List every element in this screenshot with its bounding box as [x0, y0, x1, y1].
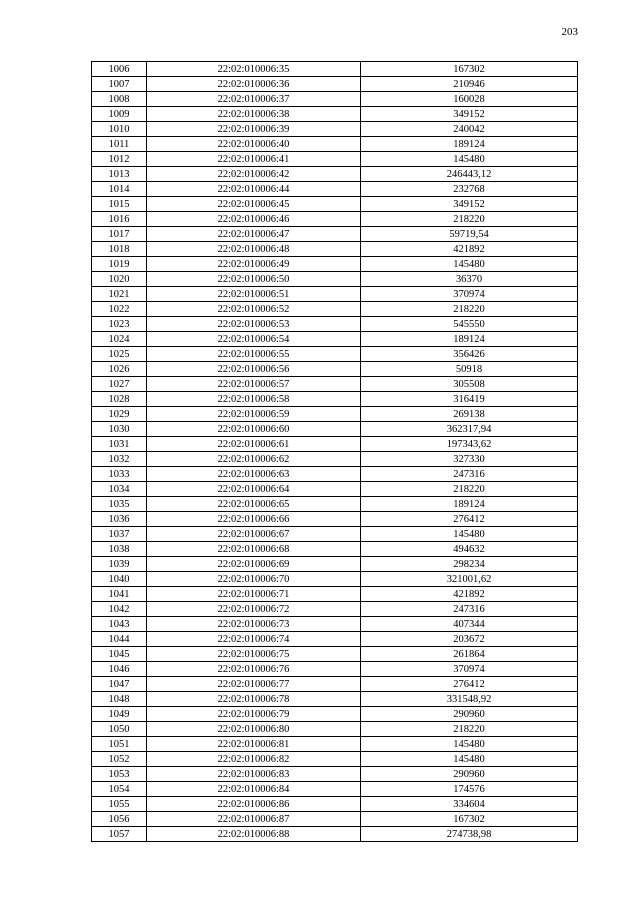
row-number-cell: 1029: [92, 407, 147, 422]
cadastral-number-cell: 22:02:010006:75: [147, 647, 361, 662]
table-row: [92, 272, 578, 287]
table-row: [92, 767, 578, 782]
table-row: [92, 587, 578, 602]
cadastral-number-cell: 22:02:010006:82: [147, 752, 361, 767]
table-row: [92, 197, 578, 212]
row-number-cell: 1038: [92, 542, 147, 557]
cadastral-number-cell: 22:02:010006:64: [147, 482, 361, 497]
cadastral-number-cell: 22:02:010006:76: [147, 662, 361, 677]
table-row: [92, 167, 578, 182]
row-number-cell: 1045: [92, 647, 147, 662]
table-row: [92, 602, 578, 617]
table-row: [92, 212, 578, 227]
cadastral-number-cell: 22:02:010006:69: [147, 557, 361, 572]
value-cell: 421892: [361, 242, 578, 257]
cadastral-number-cell: 22:02:010006:70: [147, 572, 361, 587]
value-cell: 50918: [361, 362, 578, 377]
table-row: [92, 137, 578, 152]
cadastral-value-table: [91, 61, 578, 842]
row-number-cell: 1052: [92, 752, 147, 767]
row-number-cell: 1032: [92, 452, 147, 467]
cadastral-number-cell: 22:02:010006:51: [147, 287, 361, 302]
value-cell: 276412: [361, 512, 578, 527]
table-row: [92, 362, 578, 377]
row-number-cell: 1041: [92, 587, 147, 602]
row-number-cell: 1039: [92, 557, 147, 572]
value-cell: 349152: [361, 107, 578, 122]
row-number-cell: 1044: [92, 632, 147, 647]
value-cell: 167302: [361, 62, 578, 77]
value-cell: 240042: [361, 122, 578, 137]
cadastral-number-cell: 22:02:010006:36: [147, 77, 361, 92]
cadastral-number-cell: 22:02:010006:46: [147, 212, 361, 227]
cadastral-number-cell: 22:02:010006:59: [147, 407, 361, 422]
row-number-cell: 1008: [92, 92, 147, 107]
value-cell: 316419: [361, 392, 578, 407]
table-row: [92, 632, 578, 647]
cadastral-number-cell: 22:02:010006:77: [147, 677, 361, 692]
row-number-cell: 1027: [92, 377, 147, 392]
cadastral-number-cell: 22:02:010006:84: [147, 782, 361, 797]
cadastral-number-cell: 22:02:010006:67: [147, 527, 361, 542]
row-number-cell: 1040: [92, 572, 147, 587]
page-number: 203: [561, 26, 578, 38]
value-cell: 362317,94: [361, 422, 578, 437]
cadastral-number-cell: 22:02:010006:37: [147, 92, 361, 107]
table-row: [92, 467, 578, 482]
row-number-cell: 1035: [92, 497, 147, 512]
row-number-cell: 1043: [92, 617, 147, 632]
value-cell: 218220: [361, 482, 578, 497]
row-number-cell: 1042: [92, 602, 147, 617]
row-number-cell: 1046: [92, 662, 147, 677]
cadastral-number-cell: 22:02:010006:54: [147, 332, 361, 347]
value-cell: 189124: [361, 497, 578, 512]
value-cell: 356426: [361, 347, 578, 362]
value-cell: 494632: [361, 542, 578, 557]
value-cell: 247316: [361, 602, 578, 617]
row-number-cell: 1033: [92, 467, 147, 482]
row-number-cell: 1036: [92, 512, 147, 527]
table-row: [92, 752, 578, 767]
value-cell: 321001,62: [361, 572, 578, 587]
table-row: [92, 512, 578, 527]
table-row: [92, 482, 578, 497]
row-number-cell: 1023: [92, 317, 147, 332]
cadastral-number-cell: 22:02:010006:78: [147, 692, 361, 707]
cadastral-number-cell: 22:02:010006:66: [147, 512, 361, 527]
cadastral-number-cell: 22:02:010006:53: [147, 317, 361, 332]
table-row: [92, 392, 578, 407]
cadastral-number-cell: 22:02:010006:39: [147, 122, 361, 137]
row-number-cell: 1016: [92, 212, 147, 227]
row-number-cell: 1048: [92, 692, 147, 707]
cadastral-number-cell: 22:02:010006:68: [147, 542, 361, 557]
value-cell: 167302: [361, 812, 578, 827]
table-row: [92, 122, 578, 137]
value-cell: 421892: [361, 587, 578, 602]
row-number-cell: 1017: [92, 227, 147, 242]
table-row: [92, 182, 578, 197]
row-number-cell: 1034: [92, 482, 147, 497]
row-number-cell: 1037: [92, 527, 147, 542]
cadastral-number-cell: 22:02:010006:57: [147, 377, 361, 392]
value-cell: 305508: [361, 377, 578, 392]
table-row: [92, 377, 578, 392]
value-cell: 349152: [361, 197, 578, 212]
table-row: [92, 722, 578, 737]
value-cell: 298234: [361, 557, 578, 572]
row-number-cell: 1014: [92, 182, 147, 197]
row-number-cell: 1019: [92, 257, 147, 272]
row-number-cell: 1010: [92, 122, 147, 137]
row-number-cell: 1047: [92, 677, 147, 692]
value-cell: 218220: [361, 722, 578, 737]
cadastral-number-cell: 22:02:010006:83: [147, 767, 361, 782]
value-cell: 160028: [361, 92, 578, 107]
row-number-cell: 1025: [92, 347, 147, 362]
table-row: [92, 677, 578, 692]
value-cell: 232768: [361, 182, 578, 197]
cadastral-number-cell: 22:02:010006:79: [147, 707, 361, 722]
cadastral-number-cell: 22:02:010006:35: [147, 62, 361, 77]
cadastral-number-cell: 22:02:010006:40: [147, 137, 361, 152]
row-number-cell: 1056: [92, 812, 147, 827]
row-number-cell: 1049: [92, 707, 147, 722]
row-number-cell: 1024: [92, 332, 147, 347]
row-number-cell: 1011: [92, 137, 147, 152]
table-row: [92, 452, 578, 467]
value-cell: 218220: [361, 212, 578, 227]
value-cell: 290960: [361, 767, 578, 782]
table-row: [92, 647, 578, 662]
table-row: [92, 407, 578, 422]
table-row: [92, 692, 578, 707]
row-number-cell: 1028: [92, 392, 147, 407]
cadastral-number-cell: 22:02:010006:58: [147, 392, 361, 407]
value-cell: 261864: [361, 647, 578, 662]
cadastral-number-cell: 22:02:010006:73: [147, 617, 361, 632]
table-row: [92, 557, 578, 572]
value-cell: 407344: [361, 617, 578, 632]
value-cell: 189124: [361, 137, 578, 152]
value-cell: 370974: [361, 662, 578, 677]
table-row: [92, 242, 578, 257]
row-number-cell: 1020: [92, 272, 147, 287]
value-cell: 545550: [361, 317, 578, 332]
row-number-cell: 1018: [92, 242, 147, 257]
cadastral-number-cell: 22:02:010006:44: [147, 182, 361, 197]
cadastral-number-cell: 22:02:010006:60: [147, 422, 361, 437]
row-number-cell: 1030: [92, 422, 147, 437]
row-number-cell: 1057: [92, 827, 147, 842]
value-cell: 203672: [361, 632, 578, 647]
table-row: [92, 797, 578, 812]
value-cell: 145480: [361, 152, 578, 167]
table-row: [92, 737, 578, 752]
cadastral-number-cell: 22:02:010006:80: [147, 722, 361, 737]
row-number-cell: 1022: [92, 302, 147, 317]
table-row: [92, 617, 578, 632]
row-number-cell: 1026: [92, 362, 147, 377]
table-row: [92, 77, 578, 92]
table-row: [92, 422, 578, 437]
table-row: [92, 227, 578, 242]
value-cell: 145480: [361, 257, 578, 272]
row-number-cell: 1055: [92, 797, 147, 812]
table-row: [92, 527, 578, 542]
table-row: [92, 152, 578, 167]
table-row: [92, 782, 578, 797]
value-cell: 370974: [361, 287, 578, 302]
value-cell: 174576: [361, 782, 578, 797]
table-row: [92, 707, 578, 722]
cadastral-number-cell: 22:02:010006:41: [147, 152, 361, 167]
table-row: [92, 62, 578, 77]
value-cell: 36370: [361, 272, 578, 287]
value-cell: 197343,62: [361, 437, 578, 452]
value-cell: 210946: [361, 77, 578, 92]
table-row: [92, 347, 578, 362]
table-row: [92, 827, 578, 842]
value-cell: 59719,54: [361, 227, 578, 242]
table-row: [92, 662, 578, 677]
row-number-cell: 1009: [92, 107, 147, 122]
value-cell: 327330: [361, 452, 578, 467]
row-number-cell: 1006: [92, 62, 147, 77]
table-row: [92, 572, 578, 587]
value-cell: 334604: [361, 797, 578, 812]
cadastral-number-cell: 22:02:010006:47: [147, 227, 361, 242]
value-cell: 145480: [361, 737, 578, 752]
cadastral-number-cell: 22:02:010006:63: [147, 467, 361, 482]
value-cell: 145480: [361, 527, 578, 542]
row-number-cell: 1021: [92, 287, 147, 302]
cadastral-number-cell: 22:02:010006:55: [147, 347, 361, 362]
cadastral-number-cell: 22:02:010006:52: [147, 302, 361, 317]
cadastral-number-cell: 22:02:010006:45: [147, 197, 361, 212]
row-number-cell: 1051: [92, 737, 147, 752]
table-row: [92, 92, 578, 107]
table-row: [92, 107, 578, 122]
value-cell: 276412: [361, 677, 578, 692]
value-cell: 246443,12: [361, 167, 578, 182]
cadastral-number-cell: 22:02:010006:61: [147, 437, 361, 452]
table-row: [92, 302, 578, 317]
cadastral-number-cell: 22:02:010006:65: [147, 497, 361, 512]
table-row: [92, 497, 578, 512]
row-number-cell: 1054: [92, 782, 147, 797]
table-row: [92, 332, 578, 347]
value-cell: 218220: [361, 302, 578, 317]
cadastral-number-cell: 22:02:010006:71: [147, 587, 361, 602]
value-cell: 290960: [361, 707, 578, 722]
row-number-cell: 1015: [92, 197, 147, 212]
value-cell: 331548,92: [361, 692, 578, 707]
value-cell: 189124: [361, 332, 578, 347]
table-row: [92, 812, 578, 827]
row-number-cell: 1050: [92, 722, 147, 737]
table-body: [92, 62, 578, 842]
cadastral-number-cell: 22:02:010006:49: [147, 257, 361, 272]
table-row: [92, 317, 578, 332]
value-cell: 247316: [361, 467, 578, 482]
value-cell: 145480: [361, 752, 578, 767]
cadastral-number-cell: 22:02:010006:50: [147, 272, 361, 287]
table-row: [92, 437, 578, 452]
value-cell: 274738,98: [361, 827, 578, 842]
table-row: [92, 257, 578, 272]
cadastral-number-cell: 22:02:010006:74: [147, 632, 361, 647]
cadastral-number-cell: 22:02:010006:62: [147, 452, 361, 467]
cadastral-number-cell: 22:02:010006:38: [147, 107, 361, 122]
table-row: [92, 542, 578, 557]
row-number-cell: 1013: [92, 167, 147, 182]
cadastral-number-cell: 22:02:010006:86: [147, 797, 361, 812]
row-number-cell: 1007: [92, 77, 147, 92]
cadastral-number-cell: 22:02:010006:81: [147, 737, 361, 752]
cadastral-number-cell: 22:02:010006:87: [147, 812, 361, 827]
cadastral-number-cell: 22:02:010006:88: [147, 827, 361, 842]
row-number-cell: 1031: [92, 437, 147, 452]
row-number-cell: 1053: [92, 767, 147, 782]
cadastral-number-cell: 22:02:010006:42: [147, 167, 361, 182]
row-number-cell: 1012: [92, 152, 147, 167]
table-row: [92, 287, 578, 302]
cadastral-number-cell: 22:02:010006:56: [147, 362, 361, 377]
cadastral-number-cell: 22:02:010006:72: [147, 602, 361, 617]
cadastral-number-cell: 22:02:010006:48: [147, 242, 361, 257]
value-cell: 269138: [361, 407, 578, 422]
